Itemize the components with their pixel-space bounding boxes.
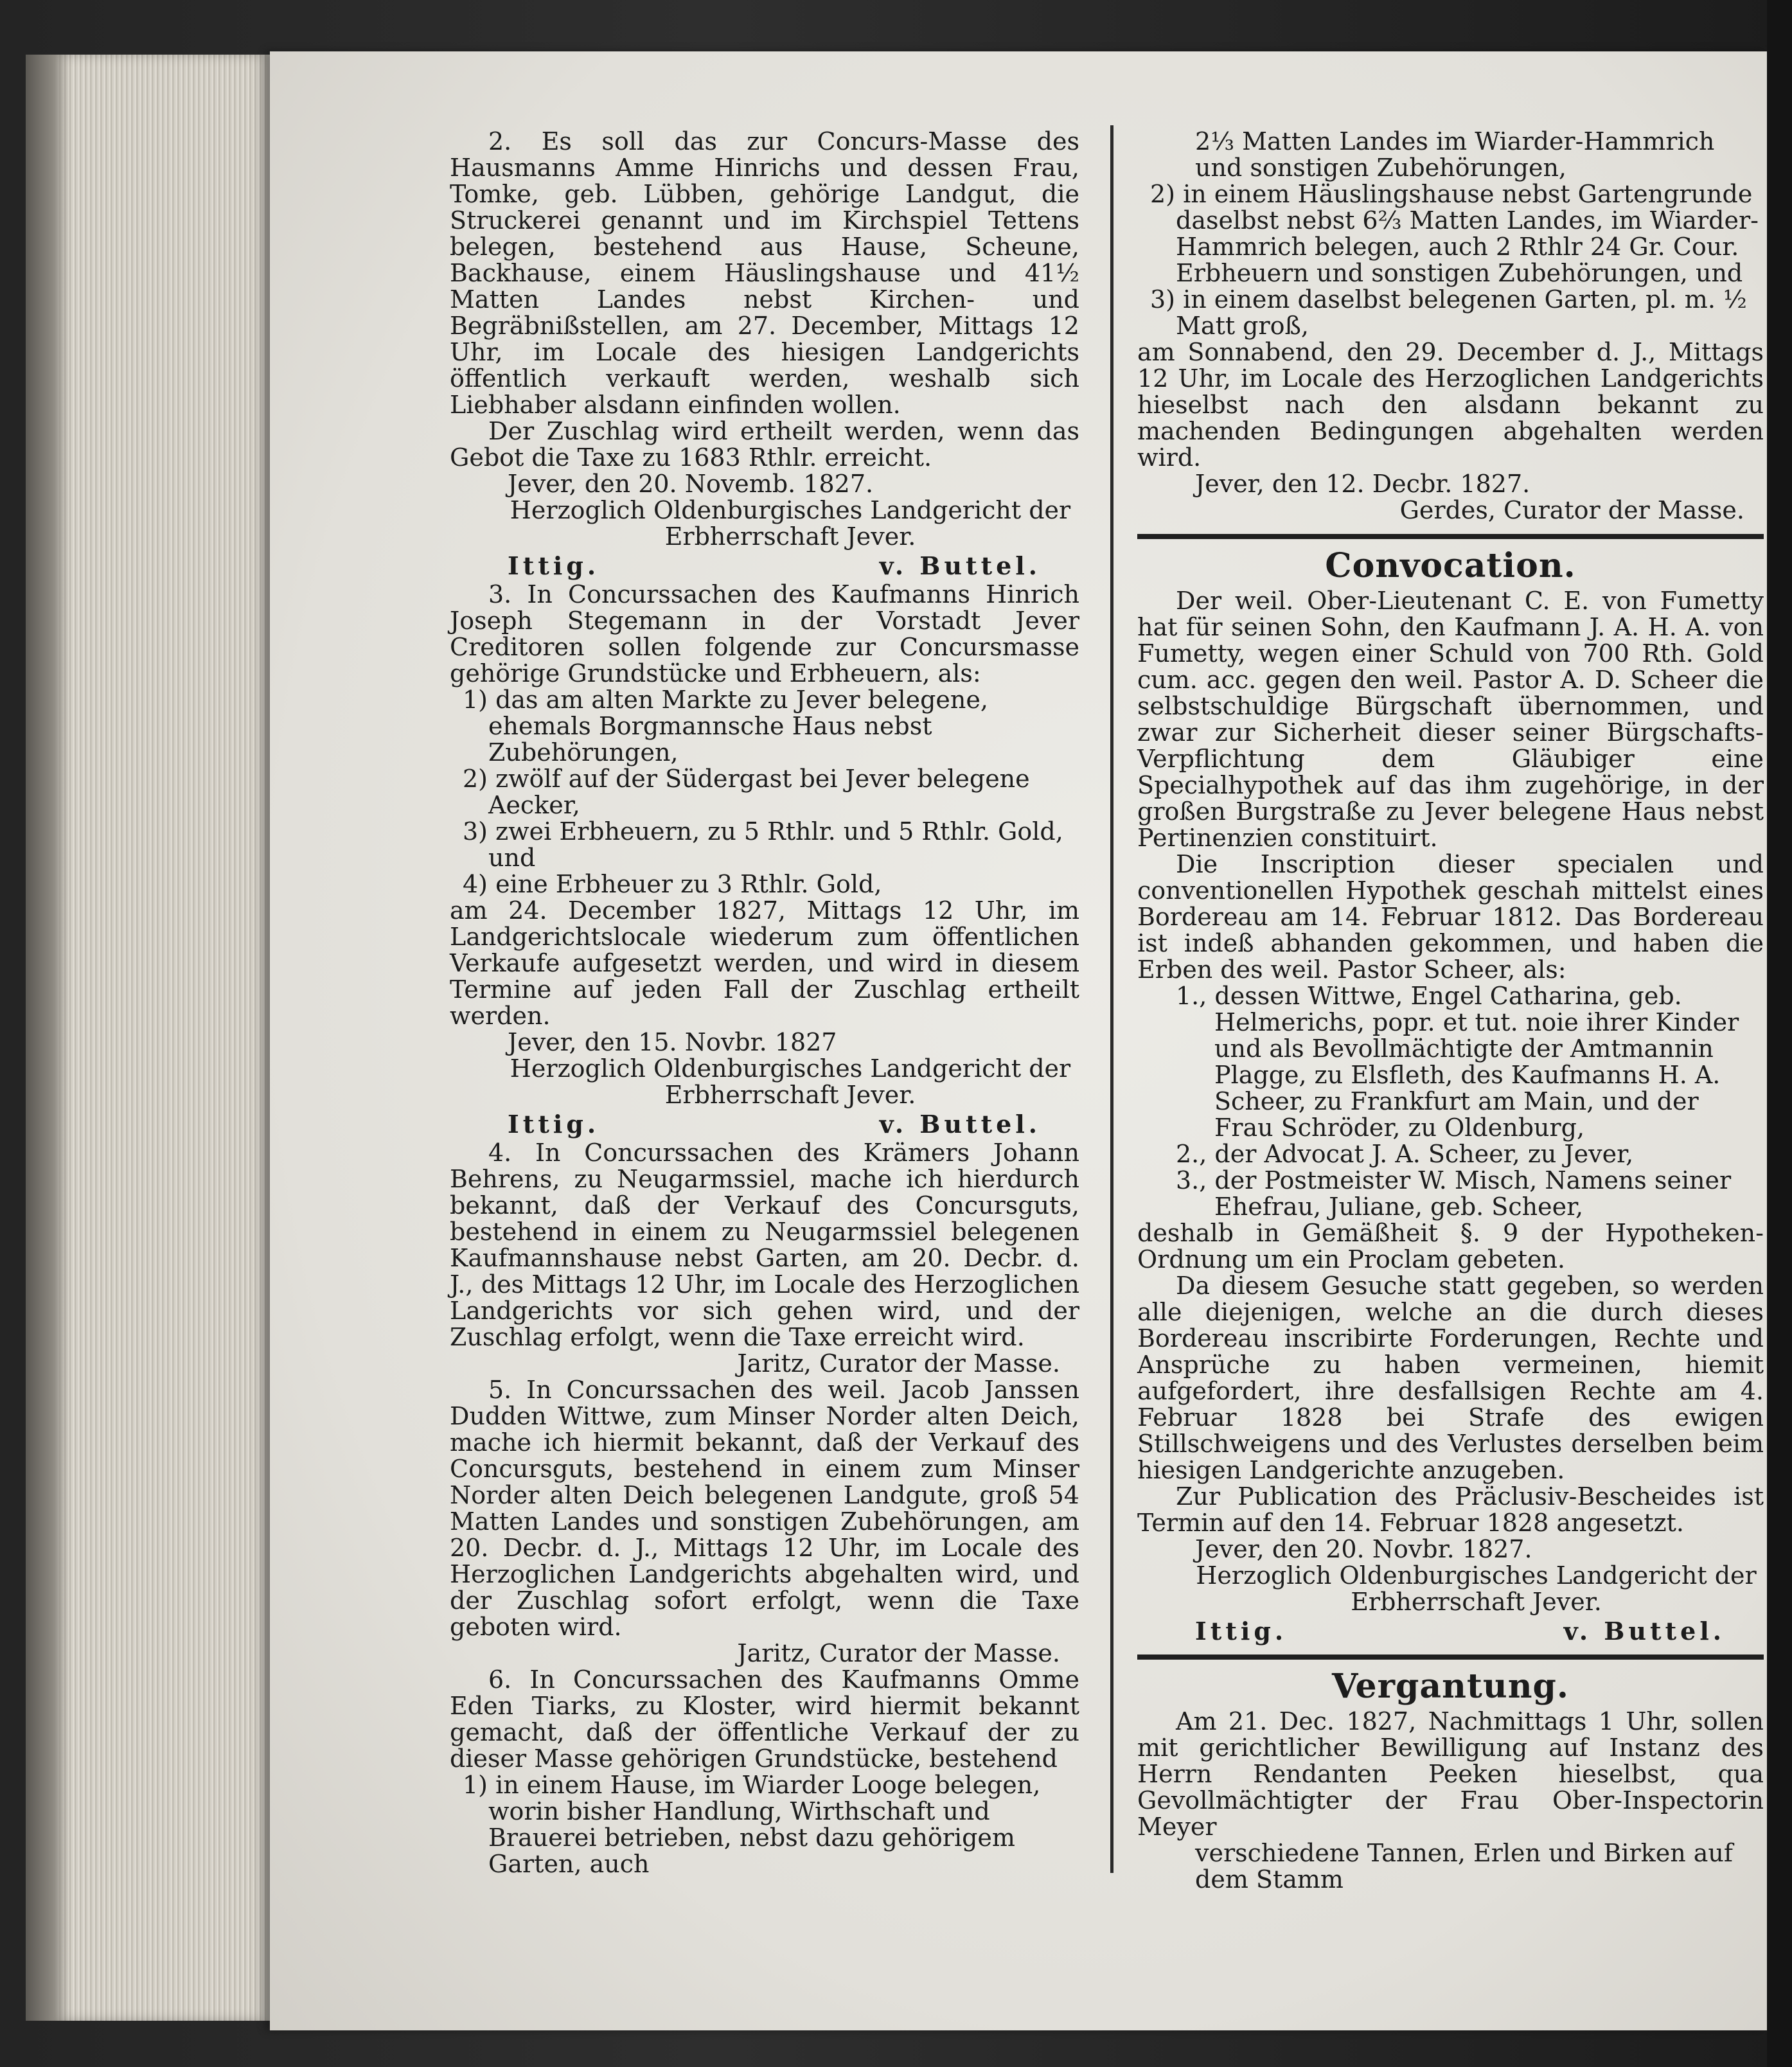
scan-right-border xyxy=(1767,0,1792,2067)
convocation-signature-1: Ittig. xyxy=(1195,1617,1288,1646)
notice-3-item-2: 2) zwölf auf der Südergast bei Jever belegene Aecker, xyxy=(463,765,1030,819)
section-rule-2 xyxy=(1137,1654,1764,1660)
notice-2-bid-text: Der Zuschlag wird ertheilt werden, wenn das Gebot die Taxe zu 1683 Rthlr. erreicht. xyxy=(450,417,1079,472)
book-spine-shadow xyxy=(26,55,71,2021)
left-column xyxy=(450,129,1079,1877)
notice-2-signature-2: v. Buttel. xyxy=(879,551,1041,580)
notice-6-auction-text: am Sonnabend, den 29. December d. J., Mittags 12 Uhr, im Locale des Herzoglichen Landgerichts hieselbst nach den alsdann bekannt zu machenden Bedingungen abgehalten werden wird. xyxy=(1137,338,1764,472)
notice-6-item-2: 2) in einem Häuslingshause nebst Gartengrunde daselbst nebst 6⅔ Matten Landes, im Wiarder-Hammrich belegen, auch 2 Rthlr 24 Gr. Cour. Erbheuern und sonstigen Zubehörungen, und xyxy=(1150,180,1759,287)
right-column xyxy=(1137,129,1764,1893)
convocation-signature-2: v. Buttel. xyxy=(1563,1617,1725,1646)
notice-3-auction-text: am 24. December 1827, Mittags 12 Uhr, im Landgerichtslocale wiederum zum öffentlichen Verkaufe aufgesetzt werden, und wird in diesem Termine auf jeden Fall der Zuschlag ertheilt werden. xyxy=(450,896,1079,1030)
notice-3-text: 3. In Concurssachen des Kaufmanns Hinrich Joseph Stegemann in der Vorstadt Jever Creditoren sollen folgende zur Concursmasse gehörige Grundstücke und Erbheuern, als: xyxy=(450,580,1079,688)
notice-2-signature-1: Ittig. xyxy=(508,551,600,580)
notice-3-signatures xyxy=(450,1111,1079,1137)
notice-3-item-3: 3) zwei Erbheuern, zu 5 Rthlr. und 5 Rthlr. Gold, und xyxy=(463,817,1063,872)
notice-3-signature-1: Ittig. xyxy=(508,1110,600,1139)
notice-5-signature: Jaritz, Curator der Masse. xyxy=(737,1639,1060,1667)
notice-4-signature: Jaritz, Curator der Masse. xyxy=(737,1349,1060,1378)
convocation-text-5: Zur Publication des Präclusiv-Bescheides ist Termin auf den 14. Februar 1828 angesetzt. xyxy=(1137,1482,1764,1537)
notice-4-text: 4. In Concurssachen des Krämers Johann Behrens, zu Neugarmssiel, mache ich hierdurch bekannt, daß der Verkauf des Concursguts, bestehend in einem zu Neugarmssiel belegenen Kaufmannshause nebst Garten, am 20. Decbr. d. J., des Mittags 12 Uhr, im Locale des Herzoglichen Landgerichts vor sich gehen wird, und der Zuschlag erfolgt, wenn die Taxe erreicht wird. xyxy=(450,1139,1079,1351)
notice-5-text: 5. In Concurssachen des weil. Jacob Janssen Dudden Wittwe, zum Minser Norder alten Deich, mache ich hiermit bekannt, daß der Verkauf des Concursguts, bestehend in einem zum Minser Norder alten Deich belegenen Landgute, groß 54 Matten Landes und sonstigen Zubehörungen, am 20. Decbr. d. J., Mittags 12 Uhr, im Locale des Herzoglichen Landgerichts abgehalten wird, und der Zuschlag sofort erfolgt, wenn die Taxe geboten wird. xyxy=(450,1376,1079,1641)
convocation-date: Jever, den 20. Novbr. 1827. xyxy=(1195,1535,1532,1563)
column-divider xyxy=(1110,125,1113,1873)
convocation-heir-3: 3., der Postmeister W. Misch, Namens seiner Ehefrau, Juliane, geb. Scheer, xyxy=(1176,1166,1732,1221)
notice-2-signatures xyxy=(450,553,1079,579)
convocation-court: Herzoglich Oldenburgisches Landgericht der Erbherrschaft Jever. xyxy=(1196,1561,1757,1616)
notice-3-signature-2: v. Buttel. xyxy=(879,1110,1041,1139)
convocation-text-3: deshalb in Gemäßheit §. 9 der Hypotheken-Ordnung um ein Proclam gebeten. xyxy=(1137,1219,1764,1273)
notice-2-court: Herzoglich Oldenburgisches Landgericht der Erbherrschaft Jever. xyxy=(510,496,1071,551)
convocation-heading: Convocation. xyxy=(1325,546,1576,585)
convocation-signatures xyxy=(1137,1618,1764,1644)
notice-6-signature: Gerdes, Curator der Masse. xyxy=(1399,496,1744,524)
vergantung-text-2: verschiedene Tannen, Erlen und Birken auf dem Stamm xyxy=(1195,1839,1733,1894)
convocation-text-2: Die Inscription dieser specialen und conventionellen Hypothek geschah mittelst eines Bordereau am 14. Februar 1812. Das Bordereau ist indeß abhanden gekommen, und haben die Erben des weil. Pastor Scheer, als: xyxy=(1137,850,1764,984)
convocation-heir-1: 1., dessen Wittwe, Engel Catharina, geb. Helmerichs, popr. et tut. noie ihrer Kinder und als Bevollmächtigte der Amtmannin Plagge, zu Elsfleth, des Kaufmanns H. A. Scheer, zu Frankfurt am Main, und der Frau Schröder, zu Oldenburg, xyxy=(1176,982,1739,1142)
vergantung-text-1: Am 21. Dec. 1827, Nachmittags 1 Uhr, sollen mit gerichtlicher Bewilligung auf Instanz des Herrn Rendanten Peeken hieselbst, qua Gevollmächtigter der Frau Ober-Inspectorin Meyer xyxy=(1137,1707,1764,1841)
notice-2-date: Jever, den 20. Novemb. 1827. xyxy=(508,470,874,498)
notice-6-item-1: 1) in einem Hause, im Wiarder Looge belegen, worin bisher Handlung, Wirthschaft und Brauerei betrieben, nebst dazu gehörigem Garten, auch xyxy=(463,1771,1041,1878)
section-rule-1 xyxy=(1137,534,1764,539)
notice-6-text: 6. In Concurssachen des Kaufmanns Omme Eden Tiarks, zu Kloster, wird hiermit bekannt gemacht, daß der öffentliche Verkauf der zu dieser Masse gehörigen Grundstücke, bestehend xyxy=(450,1665,1079,1773)
notice-3-item-4: 4) eine Erbheuer zu 3 Rthlr. Gold, xyxy=(463,870,882,898)
notice-6-date: Jever, den 12. Decbr. 1827. xyxy=(1195,470,1530,498)
notice-2-text: 2. Es soll das zur Concurs-Masse des Hausmanns Amme Hinrichs und dessen Frau, Tomke, geb. Lübben, gehörige Landgut, die Struckerei genannt und im Kirchspiel Tettens belegen, bestehend aus Hause, Scheune, Backhause, einem Häuslingshause und 41½ Matten Landes nebst Kirchen- und Begräbnißstellen, am 27. December, Mittags 12 Uhr, im Locale des hiesigen Landgerichts öffentlich verkauft werden, weshalb sich Liebhaber alsdann einfinden wollen. xyxy=(450,127,1079,419)
convocation-text-1: Der weil. Ober-Lieutenant C. E. von Fumetty hat für seinen Sohn, den Kaufmann J. A. H. A. von Fumetty, wegen einer Schuld von 700 Rth. Gold cum. acc. gegen den weil. Pastor A. D. Scheer die selbstschuldige Bürgschaft übernommen, und zwar zur Sicherheit dieser seiner Bürgschafts-Verpflichtung dem Gläubiger eine Specialhypothek auf das ihm zugehörige, in der großen Burgstraße zu Jever belegene Haus nebst Pertinenzien constituirt. xyxy=(1137,587,1764,852)
notice-3-court: Herzoglich Oldenburgisches Landgericht der Erbherrschaft Jever. xyxy=(510,1054,1071,1109)
notice-3-item-1: 1) das am alten Markte zu Jever belegene, ehemals Borgmannsche Haus nebst Zubehörungen, xyxy=(463,686,988,767)
convocation-text-4: Da diesem Gesuche statt gegeben, so werden alle diejenigen, welche an die durch dieses Bordereau inscribirte Forderungen, Rechte und Ansprüche zu haben vermeinen, hiemit aufgefordert, ihre desfallsigen Rechte am 4. Februar 1828 bei Strafe des ewigen Stillschweigens und des Verlustes derselben beim hiesigen Landgerichte anzugeben. xyxy=(1137,1272,1764,1484)
notice-6-item-3: 3) in einem daselbst belegenen Garten, pl. m. ½ Matt groß, xyxy=(1150,285,1747,340)
vergantung-heading: Vergantung. xyxy=(1331,1667,1569,1706)
notice-3-date: Jever, den 15. Novbr. 1827 xyxy=(508,1028,837,1056)
convocation-heir-2: 2., der Advocat J. A. Scheer, zu Jever, xyxy=(1176,1140,1634,1168)
notice-6-item-1-continued: 2⅓ Matten Landes im Wiarder-Hammrich und sonstigen Zubehörungen, xyxy=(1195,127,1715,182)
